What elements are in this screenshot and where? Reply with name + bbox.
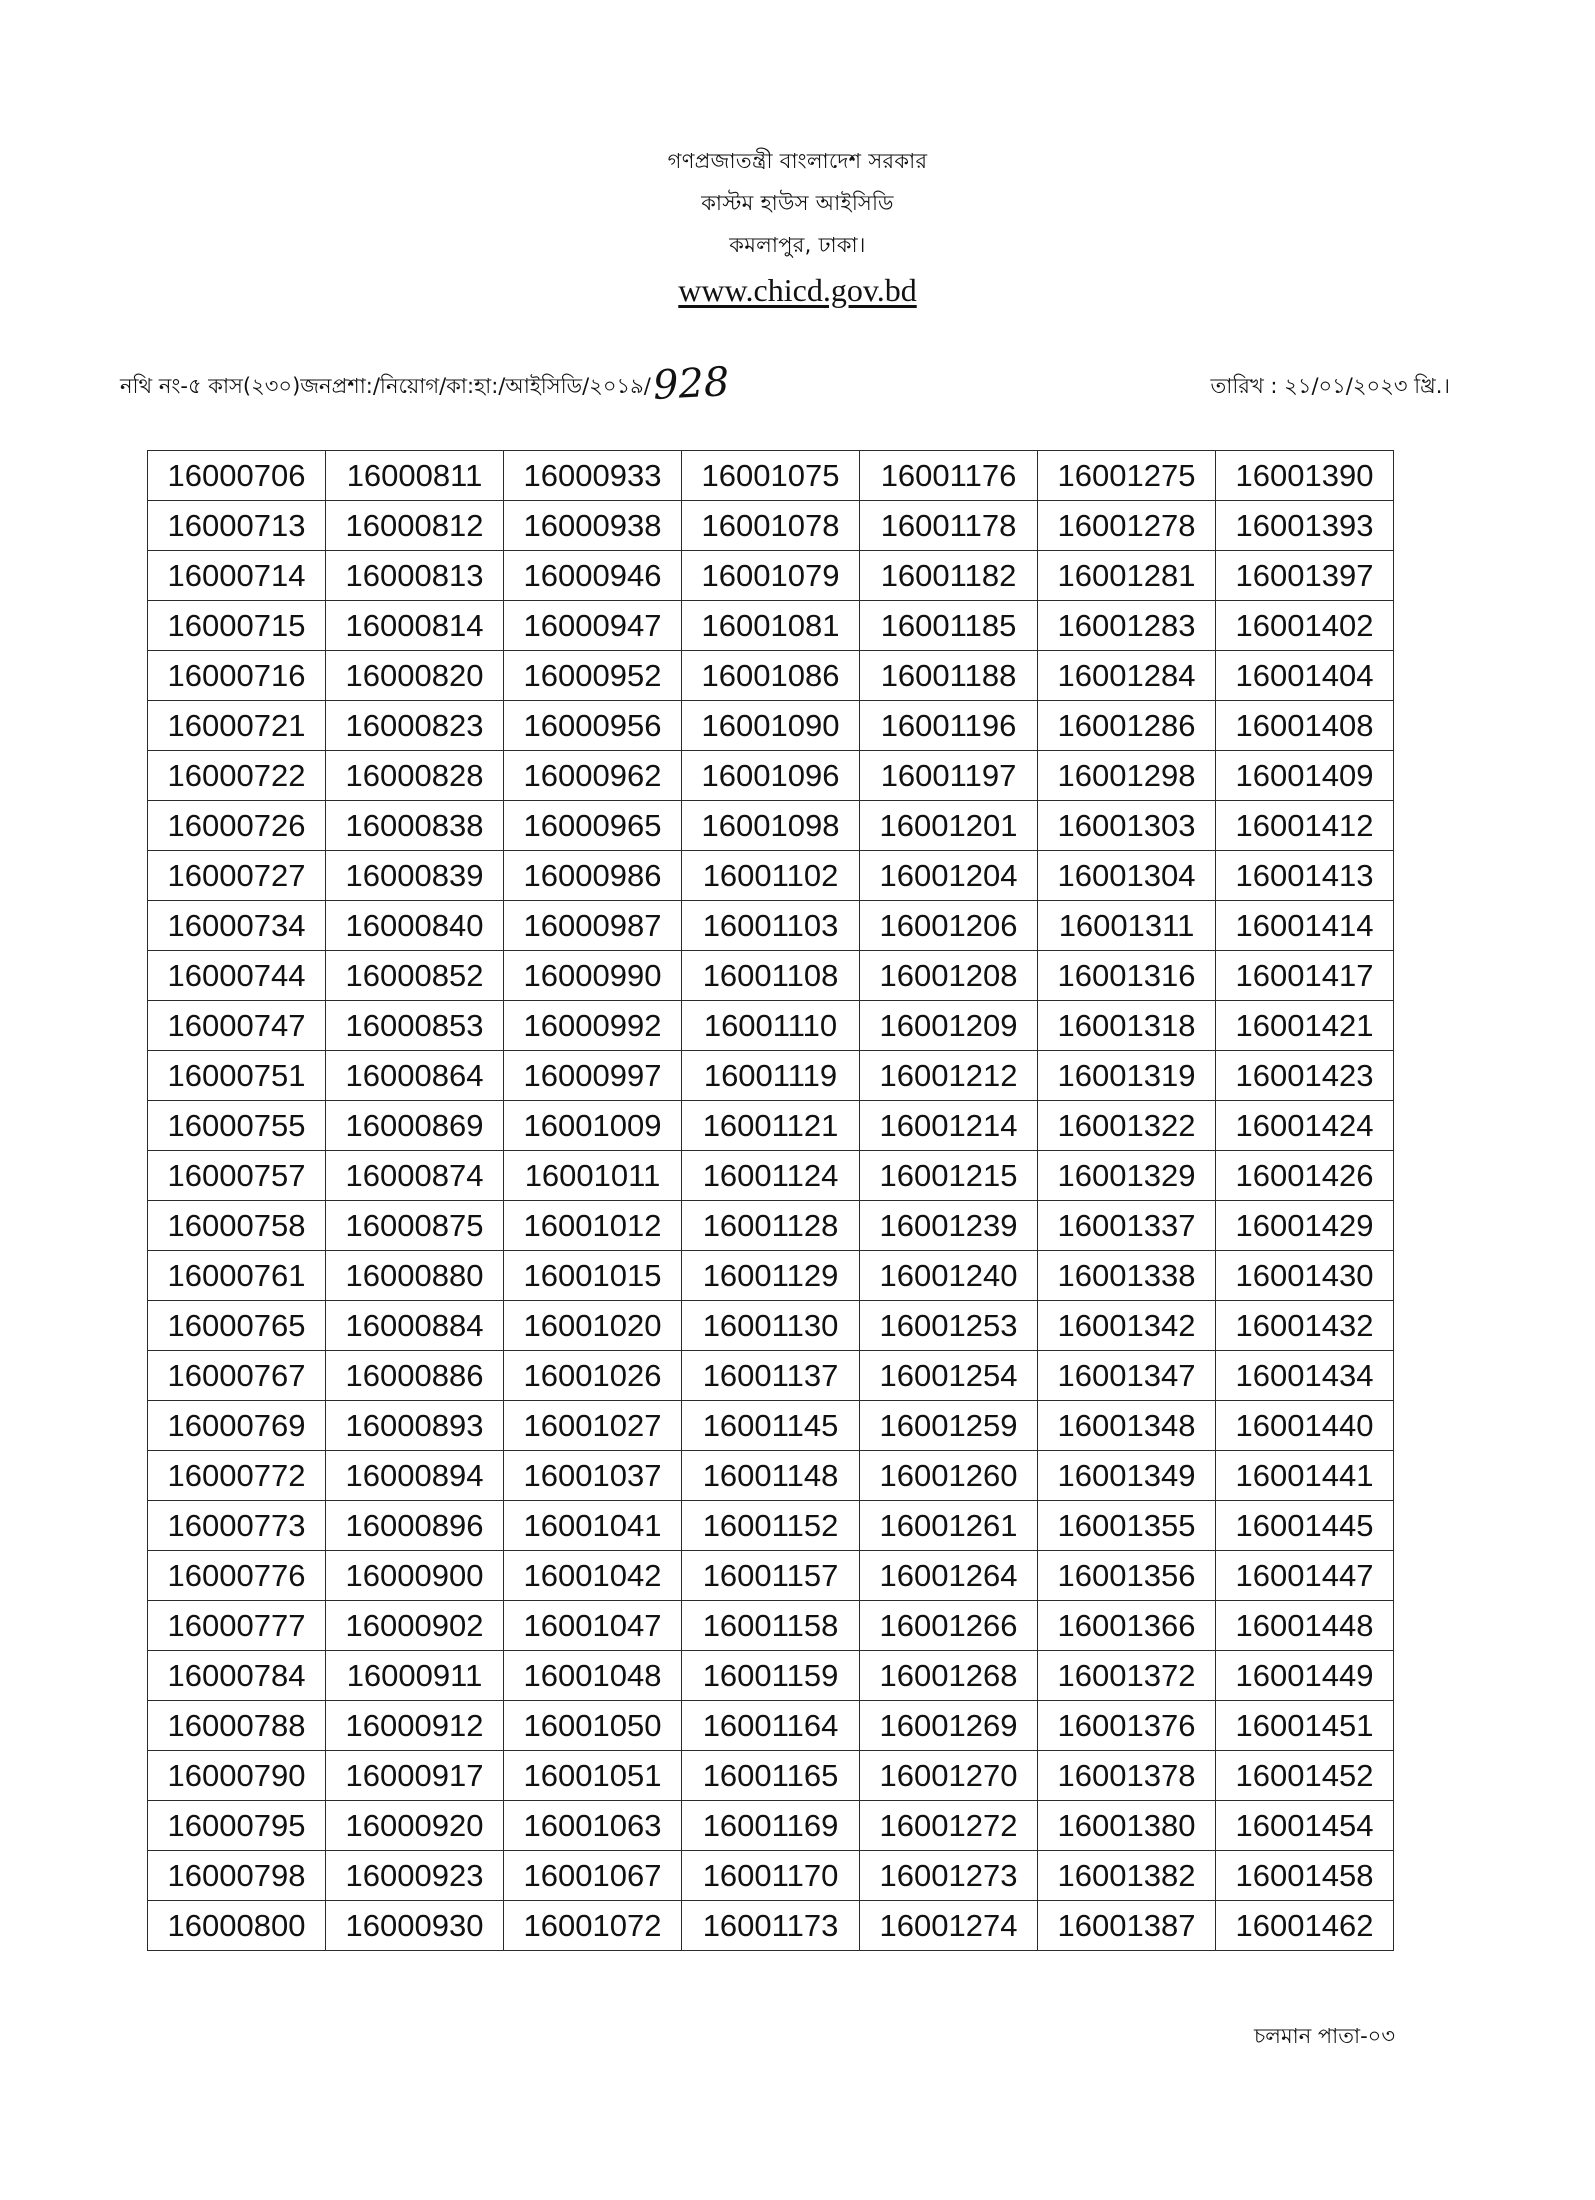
roll-number-cell: 16000820: [326, 651, 504, 701]
roll-number-cell: 16001337: [1038, 1201, 1216, 1251]
roll-number-cell: 16000912: [326, 1701, 504, 1751]
office-name: কাস্টম হাউস আইসিডি: [701, 191, 894, 215]
roll-number-cell: 16001047: [504, 1601, 682, 1651]
table-row: [148, 501, 1394, 551]
roll-number-cell: 16001424: [1216, 1101, 1394, 1151]
roll-number-cell: 16001260: [860, 1451, 1038, 1501]
roll-number-cell: 16000755: [148, 1101, 326, 1151]
roll-number-cell: 16000751: [148, 1051, 326, 1101]
roll-number-cell: 16000714: [148, 551, 326, 601]
roll-number-cell: 16000853: [326, 1001, 504, 1051]
roll-number-cell: 16001042: [504, 1551, 682, 1601]
roll-number-cell: 16001081: [682, 601, 860, 651]
roll-number-cell: 16001206: [860, 901, 1038, 951]
roll-number-cell: 16001316: [1038, 951, 1216, 1001]
table-row: [148, 1251, 1394, 1301]
roll-number-cell: 16001440: [1216, 1401, 1394, 1451]
roll-number-cell: 16000997: [504, 1051, 682, 1101]
table-row: [148, 1001, 1394, 1051]
roll-number-cell: 16000886: [326, 1351, 504, 1401]
roll-number-cell: 16001152: [682, 1501, 860, 1551]
roll-number-cell: 16001342: [1038, 1301, 1216, 1351]
roll-number-cell: 16001404: [1216, 651, 1394, 701]
roll-number-cell: 16000726: [148, 801, 326, 851]
roll-number-cell: 16001215: [860, 1151, 1038, 1201]
roll-number-cell: 16001382: [1038, 1851, 1216, 1901]
roll-number-cell: 16001048: [504, 1651, 682, 1701]
roll-number-cell: 16001432: [1216, 1301, 1394, 1351]
roll-number-cell: 16000947: [504, 601, 682, 651]
roll-number-cell: 16000706: [148, 451, 326, 501]
roll-number-cell: 16000744: [148, 951, 326, 1001]
roll-number-cell: 16001102: [682, 851, 860, 901]
roll-number-cell: 16000777: [148, 1601, 326, 1651]
table-row: [148, 1851, 1394, 1901]
roll-number-cell: 16001284: [1038, 651, 1216, 701]
table-row: [148, 1401, 1394, 1451]
table-row: [148, 1351, 1394, 1401]
roll-number-cell: 16001063: [504, 1801, 682, 1851]
table-row: [148, 651, 1394, 701]
roll-number-cell: 16001078: [682, 501, 860, 551]
roll-number-cell: 16001075: [682, 451, 860, 501]
table-row: [148, 1501, 1394, 1551]
roll-number-cell: 16001417: [1216, 951, 1394, 1001]
roll-number-cell: 16000813: [326, 551, 504, 601]
roll-number-cell: 16001130: [682, 1301, 860, 1351]
roll-number-cell: 16001096: [682, 751, 860, 801]
roll-number-cell: 16000788: [148, 1701, 326, 1751]
roll-number-cell: 16001090: [682, 701, 860, 751]
government-name: গণপ্রজাতন্ত্রী বাংলাদেশ সরকার: [667, 149, 928, 173]
roll-number-cell: 16001338: [1038, 1251, 1216, 1301]
roll-number-cell: 16001239: [860, 1201, 1038, 1251]
roll-number-cell: 16000893: [326, 1401, 504, 1451]
roll-number-cell: 16001041: [504, 1501, 682, 1551]
roll-number-cell: 16001408: [1216, 701, 1394, 751]
table-row: [148, 1451, 1394, 1501]
roll-number-cell: 16000761: [148, 1251, 326, 1301]
memo-number: নথি নং-৫ কাস(২৩০)জনপ্রশা:/নিয়োগ/কা:হা:/আইসিডি/২০১৯/: [120, 374, 651, 398]
roll-number-cell: 16001413: [1216, 851, 1394, 901]
office-address: কমলাপুর, ঢাকা।: [729, 233, 866, 257]
roll-number-cell: 16001188: [860, 651, 1038, 701]
roll-number-cell: 16001103: [682, 901, 860, 951]
roll-number-cell: 16001452: [1216, 1751, 1394, 1801]
table-row: [148, 1701, 1394, 1751]
handwritten-number: 928: [651, 359, 731, 409]
roll-number-cell: 16001322: [1038, 1101, 1216, 1151]
roll-number-cell: 16000838: [326, 801, 504, 851]
roll-number-cell: 16000721: [148, 701, 326, 751]
roll-number-cell: 16001253: [860, 1301, 1038, 1351]
table-row: [148, 1651, 1394, 1701]
roll-number-cell: 16000758: [148, 1201, 326, 1251]
roll-number-cell: 16000823: [326, 701, 504, 751]
roll-number-cell: 16000713: [148, 501, 326, 551]
roll-number-cell: 16000757: [148, 1151, 326, 1201]
roll-number-cell: 16001275: [1038, 451, 1216, 501]
roll-number-cell: 16001012: [504, 1201, 682, 1251]
roll-number-cell: 16001027: [504, 1401, 682, 1451]
roll-number-cell: 16000716: [148, 651, 326, 701]
table-row: [148, 1051, 1394, 1101]
roll-number-cell: 16001261: [860, 1501, 1038, 1551]
roll-number-cell: 16001182: [860, 551, 1038, 601]
roll-number-cell: 16001390: [1216, 451, 1394, 501]
roll-number-cell: 16001366: [1038, 1601, 1216, 1651]
roll-number-cell: 16001197: [860, 751, 1038, 801]
roll-number-cell: 16001264: [860, 1551, 1038, 1601]
roll-number-cell: 16000715: [148, 601, 326, 651]
roll-number-cell: 16001430: [1216, 1251, 1394, 1301]
roll-number-cell: 16001278: [1038, 501, 1216, 551]
roll-number-cell: 16000920: [326, 1801, 504, 1851]
table-row: [148, 1801, 1394, 1851]
roll-number-cell: 16000900: [326, 1551, 504, 1601]
roll-number-cell: 16001145: [682, 1401, 860, 1451]
roll-number-cell: 16001329: [1038, 1151, 1216, 1201]
table-row: [148, 1751, 1394, 1801]
roll-number-cell: 16000923: [326, 1851, 504, 1901]
roll-number-cell: 16001434: [1216, 1351, 1394, 1401]
roll-number-cell: 16001212: [860, 1051, 1038, 1101]
roll-number-cell: 16001387: [1038, 1901, 1216, 1951]
roll-number-cell: 16000839: [326, 851, 504, 901]
roll-number-cell: 16000747: [148, 1001, 326, 1051]
roll-number-cell: 16001378: [1038, 1751, 1216, 1801]
roll-number-cell: 16001270: [860, 1751, 1038, 1801]
roll-number-cell: 16001119: [682, 1051, 860, 1101]
roll-number-cell: 16000769: [148, 1401, 326, 1451]
roll-number-cell: 16000852: [326, 951, 504, 1001]
roll-number-cell: 16001124: [682, 1151, 860, 1201]
roll-number-cell: 16001355: [1038, 1501, 1216, 1551]
roll-number-cell: 16000727: [148, 851, 326, 901]
roll-number-cell: 16000938: [504, 501, 682, 551]
roll-number-cell: 16001164: [682, 1701, 860, 1751]
roll-number-cell: 16001009: [504, 1101, 682, 1151]
roll-number-cell: 16001272: [860, 1801, 1038, 1851]
roll-number-cell: 16000790: [148, 1751, 326, 1801]
roll-number-cell: 16000965: [504, 801, 682, 851]
roll-number-cell: 16001429: [1216, 1201, 1394, 1251]
roll-number-cell: 16000917: [326, 1751, 504, 1801]
roll-number-cell: 16001209: [860, 1001, 1038, 1051]
roll-number-cell: 16001157: [682, 1551, 860, 1601]
roll-number-cell: 16001445: [1216, 1501, 1394, 1551]
table-row: [148, 951, 1394, 1001]
roll-number-cell: 16001148: [682, 1451, 860, 1501]
roll-number-cell: 16001067: [504, 1851, 682, 1901]
roll-number-cell: 16001201: [860, 801, 1038, 851]
table-row: [148, 451, 1394, 501]
table-row: [148, 1551, 1394, 1601]
roll-number-cell: 16000722: [148, 751, 326, 801]
roll-number-cell: 16001208: [860, 951, 1038, 1001]
roll-number-cell: 16000765: [148, 1301, 326, 1351]
table-row: [148, 901, 1394, 951]
roll-number-cell: 16000884: [326, 1301, 504, 1351]
roll-number-cell: 16001214: [860, 1101, 1038, 1151]
roll-number-cell: 16001204: [860, 851, 1038, 901]
roll-number-cell: 16001079: [682, 551, 860, 601]
roll-number-cell: 16000990: [504, 951, 682, 1001]
roll-number-cell: 16001349: [1038, 1451, 1216, 1501]
roll-number-cell: 16001458: [1216, 1851, 1394, 1901]
table-row: [148, 551, 1394, 601]
roll-number-cell: 16000930: [326, 1901, 504, 1951]
roll-number-cell: 16001268: [860, 1651, 1038, 1701]
roll-number-cell: 16001318: [1038, 1001, 1216, 1051]
roll-number-cell: 16000767: [148, 1351, 326, 1401]
table-row: [148, 801, 1394, 851]
roll-number-cell: 16000869: [326, 1101, 504, 1151]
roll-number-cell: 16000880: [326, 1251, 504, 1301]
roll-number-cell: 16001020: [504, 1301, 682, 1351]
roll-number-cell: 16000734: [148, 901, 326, 951]
roll-number-cell: 16000933: [504, 451, 682, 501]
table-row: [148, 1301, 1394, 1351]
roll-number-cell: 16001462: [1216, 1901, 1394, 1951]
roll-number-cell: 16001402: [1216, 601, 1394, 651]
roll-number-cell: 16001196: [860, 701, 1038, 751]
roll-number-cell: 16000776: [148, 1551, 326, 1601]
roll-number-cell: 16000987: [504, 901, 682, 951]
issue-date: তারিখ : ২১/০১/২০২৩ খ্রি.।: [1210, 374, 1450, 398]
roll-number-table-body: [148, 451, 1394, 1951]
roll-number-cell: 16000875: [326, 1201, 504, 1251]
reference-row: [120, 359, 1450, 410]
roll-number-cell: 16001372: [1038, 1651, 1216, 1701]
table-row: [148, 701, 1394, 751]
roll-number-cell: 16000902: [326, 1601, 504, 1651]
roll-number-cell: 16001286: [1038, 701, 1216, 751]
continuation-note: চলমান পাতা-০৩: [1253, 2024, 1395, 2048]
roll-number-cell: 16000896: [326, 1501, 504, 1551]
roll-number-cell: 16000800: [148, 1901, 326, 1951]
table-row: [148, 1201, 1394, 1251]
roll-number-table: [147, 450, 1394, 1951]
roll-number-cell: 16001158: [682, 1601, 860, 1651]
roll-number-cell: 16001129: [682, 1251, 860, 1301]
roll-number-cell: 16001011: [504, 1151, 682, 1201]
roll-number-cell: 16001283: [1038, 601, 1216, 651]
roll-number-cell: 16001050: [504, 1701, 682, 1751]
roll-number-cell: 16001110: [682, 1001, 860, 1051]
roll-number-cell: 16001393: [1216, 501, 1394, 551]
roll-number-cell: 16001347: [1038, 1351, 1216, 1401]
roll-number-cell: 16001170: [682, 1851, 860, 1901]
roll-number-cell: 16001273: [860, 1851, 1038, 1901]
roll-number-cell: 16001414: [1216, 901, 1394, 951]
roll-number-cell: 16001449: [1216, 1651, 1394, 1701]
roll-number-cell: 16001086: [682, 651, 860, 701]
roll-number-cell: 16001015: [504, 1251, 682, 1301]
roll-number-cell: 16001037: [504, 1451, 682, 1501]
roll-number-cell: 16000798: [148, 1851, 326, 1901]
roll-number-cell: 16001380: [1038, 1801, 1216, 1851]
roll-number-cell: 16001281: [1038, 551, 1216, 601]
roll-number-cell: 16000814: [326, 601, 504, 651]
roll-number-cell: 16001376: [1038, 1701, 1216, 1751]
roll-number-cell: 16000795: [148, 1801, 326, 1851]
website-link[interactable]: www.chicd.gov.bd: [678, 272, 917, 308]
roll-number-cell: 16001128: [682, 1201, 860, 1251]
roll-number-cell: 16001311: [1038, 901, 1216, 951]
roll-number-cell: 16001447: [1216, 1551, 1394, 1601]
roll-number-cell: 16000828: [326, 751, 504, 801]
roll-number-cell: 16001240: [860, 1251, 1038, 1301]
roll-number-cell: 16001159: [682, 1651, 860, 1701]
roll-number-cell: 16001072: [504, 1901, 682, 1951]
roll-number-cell: 16001185: [860, 601, 1038, 651]
roll-number-cell: 16001356: [1038, 1551, 1216, 1601]
roll-number-cell: 16001274: [860, 1901, 1038, 1951]
roll-number-cell: 16000894: [326, 1451, 504, 1501]
letterhead: [0, 140, 1595, 312]
roll-number-cell: 16000911: [326, 1651, 504, 1701]
roll-number-cell: 16001173: [682, 1901, 860, 1951]
roll-number-cell: 16001426: [1216, 1151, 1394, 1201]
roll-number-cell: 16000946: [504, 551, 682, 601]
table-row: [148, 751, 1394, 801]
roll-number-cell: 16001298: [1038, 751, 1216, 801]
roll-number-cell: 16001412: [1216, 801, 1394, 851]
table-row: [148, 1901, 1394, 1951]
roll-number-cell: 16001269: [860, 1701, 1038, 1751]
roll-number-cell: 16001454: [1216, 1801, 1394, 1851]
roll-number-cell: 16000840: [326, 901, 504, 951]
roll-number-cell: 16000952: [504, 651, 682, 701]
roll-number-cell: 16001448: [1216, 1601, 1394, 1651]
roll-number-cell: 16000773: [148, 1501, 326, 1551]
roll-number-cell: 16000874: [326, 1151, 504, 1201]
roll-number-cell: 16001397: [1216, 551, 1394, 601]
roll-number-cell: 16001254: [860, 1351, 1038, 1401]
roll-number-cell: 16001178: [860, 501, 1038, 551]
roll-number-cell: 16000811: [326, 451, 504, 501]
roll-number-cell: 16001441: [1216, 1451, 1394, 1501]
roll-number-cell: 16001108: [682, 951, 860, 1001]
roll-number-cell: 16001266: [860, 1601, 1038, 1651]
roll-number-cell: 16001165: [682, 1751, 860, 1801]
table-row: [148, 851, 1394, 901]
roll-number-cell: 16000992: [504, 1001, 682, 1051]
roll-number-cell: 16001348: [1038, 1401, 1216, 1451]
roll-number-cell: 16001169: [682, 1801, 860, 1851]
roll-number-cell: 16001259: [860, 1401, 1038, 1451]
table-row: [148, 1151, 1394, 1201]
roll-number-cell: 16000956: [504, 701, 682, 751]
roll-number-cell: 16001409: [1216, 751, 1394, 801]
roll-number-cell: 16000962: [504, 751, 682, 801]
roll-number-cell: 16001121: [682, 1101, 860, 1151]
roll-number-cell: 16001026: [504, 1351, 682, 1401]
roll-number-cell: 16001051: [504, 1751, 682, 1801]
roll-number-cell: 16000986: [504, 851, 682, 901]
table-row: [148, 1601, 1394, 1651]
roll-number-cell: 16001421: [1216, 1001, 1394, 1051]
roll-number-cell: 16001137: [682, 1351, 860, 1401]
roll-number-cell: 16001303: [1038, 801, 1216, 851]
roll-number-cell: 16001304: [1038, 851, 1216, 901]
roll-number-cell: 16001098: [682, 801, 860, 851]
memo-reference: [120, 359, 731, 410]
table-row: [148, 601, 1394, 651]
roll-number-cell: 16001176: [860, 451, 1038, 501]
roll-number-cell: 16001451: [1216, 1701, 1394, 1751]
table-row: [148, 1101, 1394, 1151]
roll-number-cell: 16001319: [1038, 1051, 1216, 1101]
roll-number-cell: 16000784: [148, 1651, 326, 1701]
roll-number-cell: 16001423: [1216, 1051, 1394, 1101]
roll-number-cell: 16000772: [148, 1451, 326, 1501]
roll-number-cell: 16000812: [326, 501, 504, 551]
roll-number-cell: 16000864: [326, 1051, 504, 1101]
